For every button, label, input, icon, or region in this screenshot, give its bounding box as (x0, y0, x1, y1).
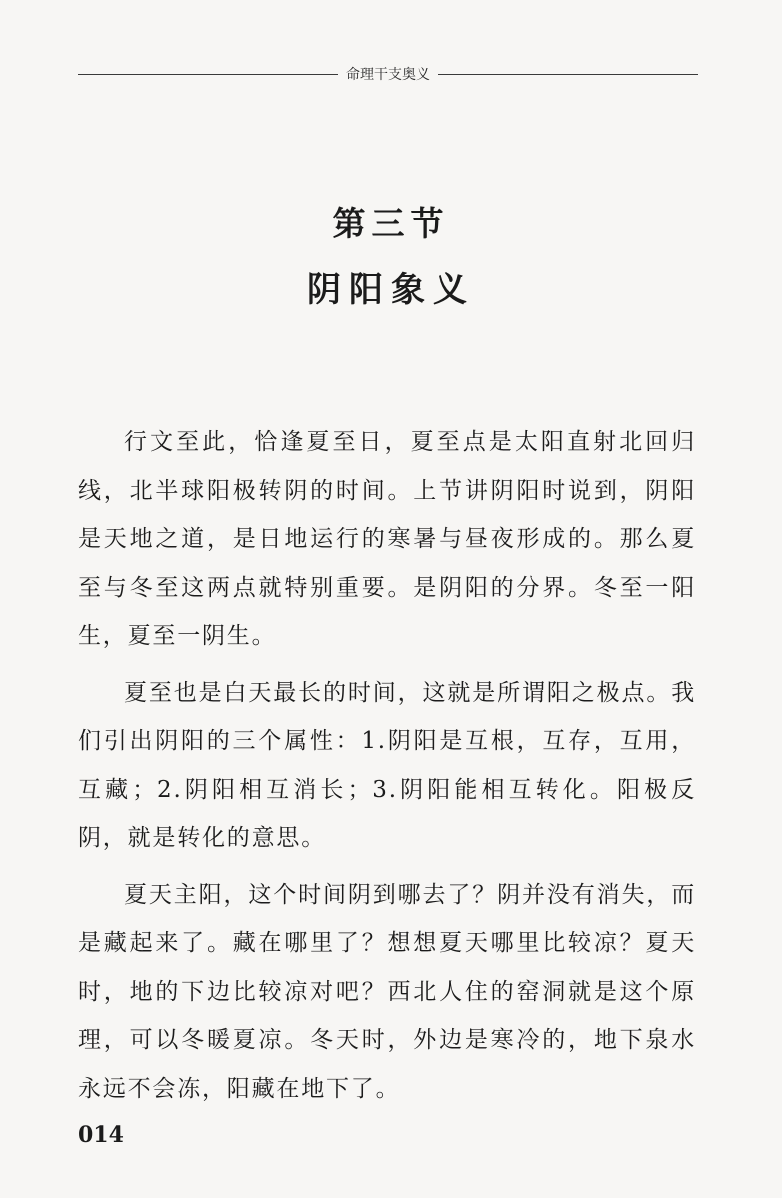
paragraph: 夏天主阳，这个时间阴到哪去了？阴并没有消失，而是藏起来了。藏在哪里了？想想夏天哪里比较凉？夏天时，地的下边比较凉对吧？西北人住的窑洞就是这个原理，可以冬暖夏凉。冬天时，外边是寒冷的，地下泉水永远不会冻，阳藏在地下了。 (78, 881, 696, 1102)
section-number: 第三节 (332, 204, 450, 243)
running-header (78, 64, 698, 84)
page-number: 014 (78, 1122, 124, 1148)
paragraph: 行文至此，恰逢夏至日，夏至点是太阳直射北回归线，北半球阳极转阴的时间。上节讲阴阳时说到，阴阳是天地之道，是日地运行的寒暑与昼夜形成的。那么夏至与冬至这两点就特别重要。是阴阳的分界。冬至一阳生，夏至一阴生。 (78, 429, 696, 649)
body-text (78, 418, 696, 1121)
book-title: 命理干支奥义 (346, 67, 430, 83)
header-rule-right (438, 74, 698, 75)
header-rule-left (78, 74, 338, 75)
paragraph: 夏至也是白天最长的时间，这就是所谓阳之极点。我们引出阴阳的三个属性：1.阴阳是互根，互存，互用，互藏；2.阴阳相互消长；3.阴阳能相互转化。阳极反阴，就是转化的意思。 (78, 679, 696, 851)
section-title: 阴阳象义 (307, 270, 475, 310)
